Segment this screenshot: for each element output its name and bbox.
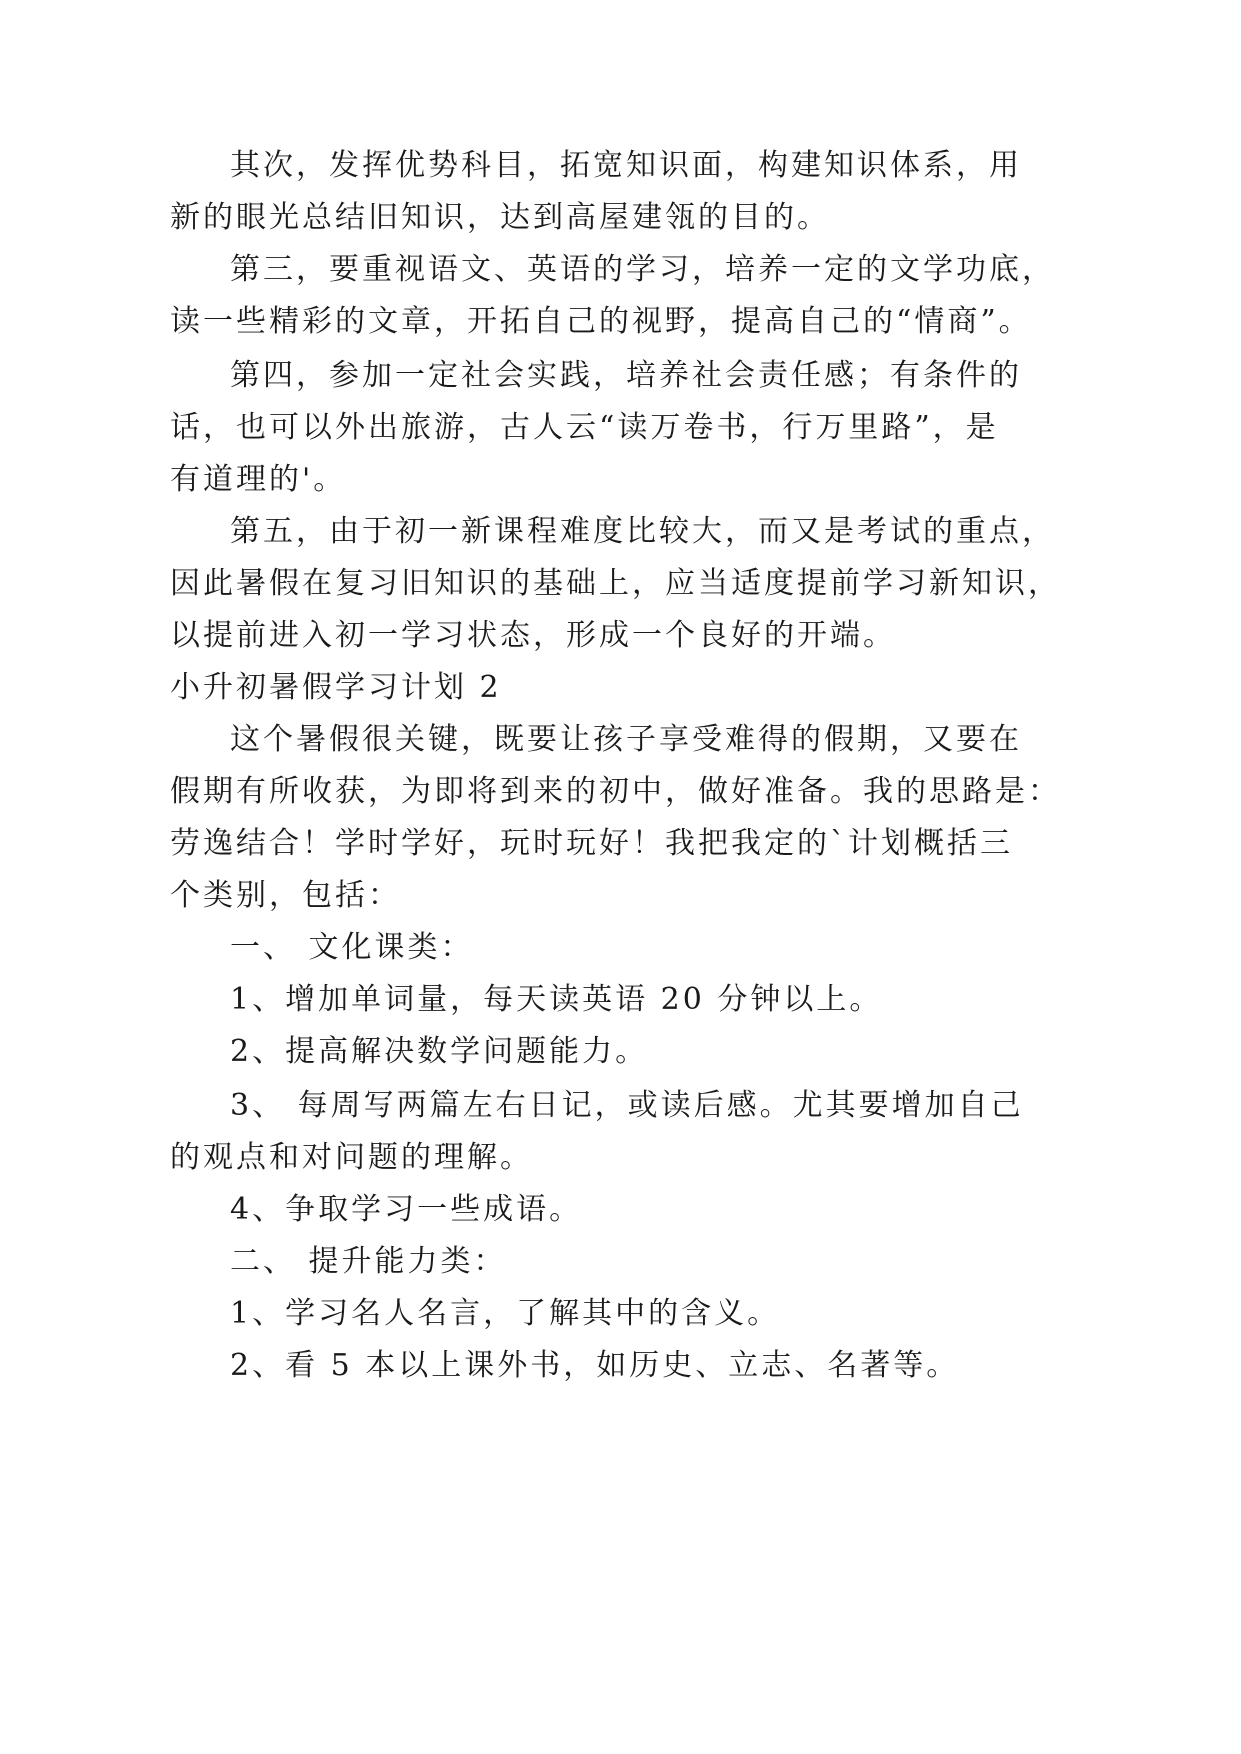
text-line: 话，也可以外出旅游，古人云“读万卷书，行万里路”，是 xyxy=(170,410,999,445)
text-line: 新的眼光总结旧知识，达到高屋建瓴的目的。 xyxy=(170,200,830,235)
text-line: 的观点和对问题的理解。 xyxy=(170,1140,533,1175)
text-line: 假期有所收获，为即将到来的初中，做好准备。我的思路是： xyxy=(170,774,1061,809)
text-line: 以提前进入初一学习状态，形成一个良好的开端。 xyxy=(170,618,896,653)
text-line: 第三，要重视语文、英语的学习，培养一定的文学功底， xyxy=(230,252,1055,287)
text-line: 这个暑假很关键，既要让孩子享受难得的假期，又要在 xyxy=(230,722,1022,757)
list-heading: 二、 提升能力类： xyxy=(230,1244,507,1279)
list-item: 3、 每周写两篇左右日记，或读后感。尤其要增加自己 xyxy=(230,1088,1024,1123)
list-item: 1、增加单词量，每天读英语 20 分钟以上。 xyxy=(230,982,883,1017)
text-line: 个类别，包括： xyxy=(170,878,401,913)
list-item: 1、学习名人名言，了解其中的含义。 xyxy=(230,1296,781,1331)
list-heading: 一、 文化课类： xyxy=(230,930,474,965)
list-item: 4、争取学习一些成语。 xyxy=(230,1192,583,1227)
text-line: 其次，发挥优势科目，拓宽知识面，构建知识体系，用 xyxy=(230,148,1022,183)
text-line: 读一些精彩的文章，开拓自己的视野，提高自己的“情商”。 xyxy=(170,304,1032,339)
section-heading: 小升初暑假学习计划 2 xyxy=(170,670,502,705)
text-line: 有道理的'。 xyxy=(170,462,347,497)
list-item: 2、提高解决数学问题能力。 xyxy=(230,1034,649,1069)
text-line: 因此暑假在复习旧知识的基础上，应当适度提前学习新知识， xyxy=(170,566,1061,601)
text-line: 劳逸结合！学时学好，玩时玩好！我把我定的`计划概括三 xyxy=(170,826,1013,861)
text-line: 第五，由于初一新课程难度比较大，而又是考试的重点， xyxy=(230,514,1055,549)
list-item: 2、看 5 本以上课外书，如历史、立志、名著等。 xyxy=(230,1348,960,1383)
text-line: 第四，参加一定社会实践，培养社会责任感；有条件的 xyxy=(230,358,1022,393)
